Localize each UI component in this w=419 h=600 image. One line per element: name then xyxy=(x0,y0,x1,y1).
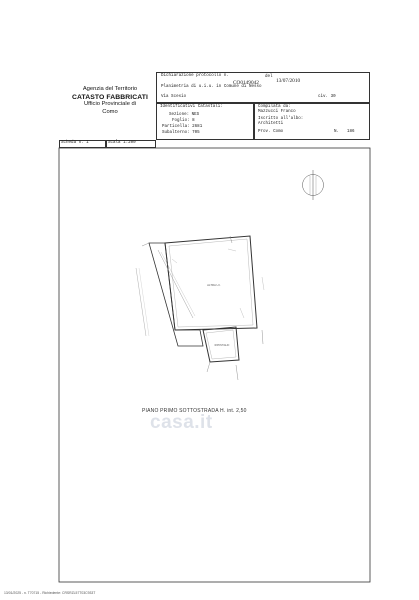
compiler-province: Prov. Como xyxy=(258,130,284,134)
compiler-title: Compilata da: xyxy=(258,105,291,109)
casa-it-watermark: casa.it xyxy=(150,412,213,433)
compass-icon xyxy=(303,170,324,200)
civic-number: civ. 30 xyxy=(318,95,336,99)
compiler-number-label: N. xyxy=(334,130,340,134)
footer-text: 13/01/2025 - n. T70715 - Richiedente: CRSRZL57T03C933T xyxy=(4,591,96,595)
identifier-subalterno: Subalterno: 705 xyxy=(162,131,200,135)
planimetry-label: Planimetria di u.i.u. in Comune di Nesso xyxy=(161,85,262,89)
compiler-name: Mazzucci Franco xyxy=(258,110,296,114)
declaration-label: Dichiarazione protocollo n. xyxy=(161,74,229,78)
agency-title: CATASTO FABBRICATI xyxy=(71,93,149,101)
agency-office: Ufficio Provinciale di xyxy=(83,101,137,108)
room-label-small: RIPOSTIGLIO xyxy=(214,345,230,347)
del-label: del xyxy=(265,75,273,79)
address: Via Scesio xyxy=(161,95,187,99)
sheet-scale: Scala 1:200 xyxy=(108,141,136,145)
compiler-number: 186 xyxy=(347,130,355,134)
sheet-number: Scheda n. 1 xyxy=(61,141,89,145)
identifier-foglio: Foglio: 8 xyxy=(172,119,195,123)
identifier-sezione: Sezione: NES xyxy=(169,113,200,117)
floor-label: PIANO PRIMO SOTTOSTRADA H. int. 2,50 xyxy=(142,408,247,414)
compiler-registered-label: Iscritto all'albo: xyxy=(258,117,304,121)
drawing-frame xyxy=(59,148,370,582)
compiler-profession: Architetti xyxy=(258,122,284,126)
identifiers-title: Identificativi Catastali: xyxy=(160,105,223,109)
room-label-main: ALTRA U.I. xyxy=(207,283,221,287)
protocol-number: CO0149042 xyxy=(233,80,259,86)
protocol-date: 13/07/2010 xyxy=(276,78,301,84)
identifier-particella: Particella: 2681 xyxy=(162,125,203,129)
passage-outline xyxy=(149,243,203,346)
agency-city: Como xyxy=(102,108,118,115)
agency-name: Agenzia del Territorio xyxy=(82,86,138,92)
